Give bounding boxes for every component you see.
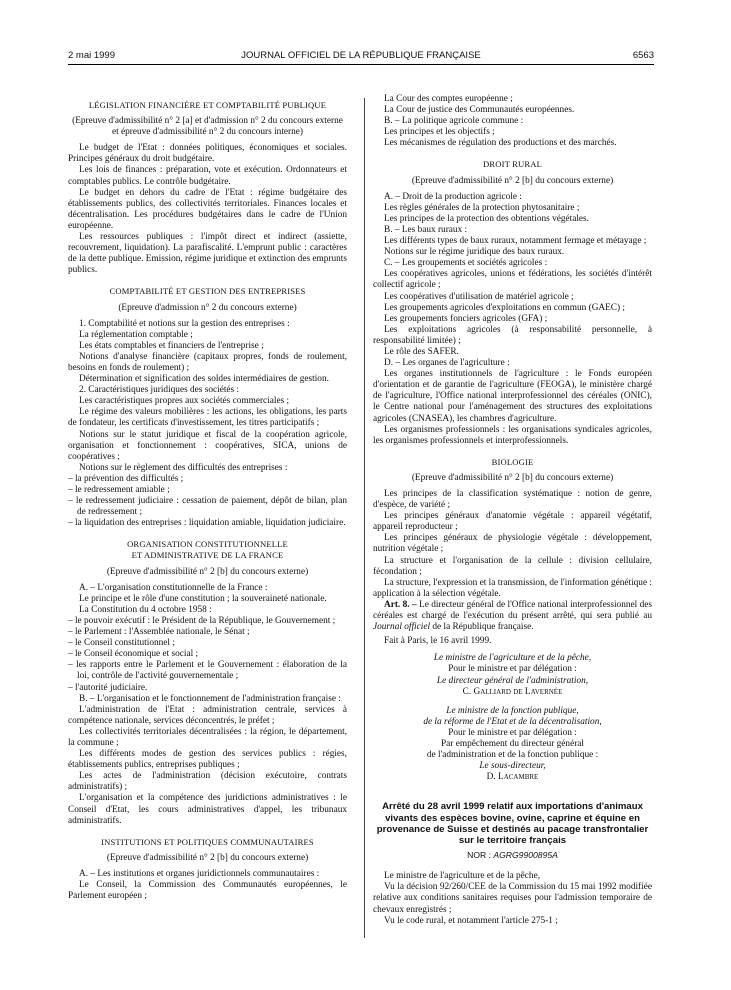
paragraph: Les principes généraux de physiologie végétale : développement, nutrition végétale ;	[373, 533, 652, 555]
article-text: Le directeur général de l'Office national interprofessionnel des céréales est chargé de l'exécution du présent arrêté, qui sera publié au	[373, 599, 652, 622]
section-title: ET ADMINISTRATIVE DE LA FRANCE	[131, 550, 284, 561]
list-item: – l'autorité judiciaire.	[68, 682, 148, 693]
section-title: COMPTABILITÉ ET GESTION DES ENTREPRISES	[109, 286, 306, 297]
paragraph: Vu le code rural, et notamment l'article 275-1 ;	[384, 915, 558, 926]
paragraph: D. – Les organes de l'agriculture :	[384, 358, 510, 369]
signatory-title: Le sous-directeur,	[479, 761, 546, 772]
paragraph: Les groupements fonciers agricoles (GFA) ;	[384, 313, 548, 324]
header-rule	[68, 64, 654, 65]
paragraph: Les principes de la classification systématique : notion de genre, d'espèce, de variété ;	[373, 489, 652, 511]
list-item: – le Parlement : l'Assemblée nationale, le Sénat ;	[68, 627, 250, 638]
signatory-title: Le ministre de l'agriculture et de la pêche,	[433, 653, 592, 664]
article-8	[373, 600, 652, 633]
paragraph: Les coopératives agricoles, unions et fédérations, les sociétés d'intérêt collectif agricole ;	[373, 269, 652, 291]
list-item: – la liquidation des entreprises : liquidation amiable, liquidation judiciaire.	[68, 518, 346, 529]
paragraph: Notions sur le régime juridique des baux ruraux.	[384, 247, 565, 258]
paragraph: Notions sur le statut juridique et fiscal de la coopération agricole, organisation et fonctionnement : coopératives, SICA, unions de coopératives ;	[68, 429, 347, 462]
paragraph: B. – Les baux ruraux :	[384, 224, 468, 235]
section-subtitle: (Epreuve d'admission n° 2 du concours externe)	[118, 302, 297, 313]
signatory-name: C. Galliard de Lavernée	[462, 686, 563, 697]
paragraph: C. – Les groupements et sociétés agricoles :	[384, 258, 548, 269]
left-column	[68, 94, 347, 902]
paragraph: Les différents types de baux ruraux, notamment fermage et métayage ;	[384, 236, 647, 247]
paragraph: Les groupements agricoles d'exploitations en commun (GAEC) ;	[384, 302, 626, 313]
paragraph: Notions sur le règlement des difficultés des entreprises :	[79, 462, 288, 473]
paragraph: Les ressources publiques : l'impôt direct et indirect (assiette, recouvrement, liquidation). La parafiscalité. L'emprunt public : caractères de la dette publique. Emission, régime juridique et extinction des emprunts publics.	[68, 232, 347, 276]
nor-reference	[373, 850, 652, 861]
paragraph: Détermination et signification des soldes intermédiaires de gestion.	[79, 374, 329, 385]
delegation-line: Pour le ministre et par délégation :	[448, 664, 577, 675]
paragraph: Le rôle des SAFER.	[384, 346, 459, 357]
section-title: ORGANISATION CONSTITUTIONNELLE	[127, 539, 288, 550]
arrete-title: Arrêté du 28 avril 1999 relatif aux importations d'animaux vivants des espèces bovine, ovine, caprine et équine en provenance de Suisse et destinés au pacage transfrontalier sur le territoire français	[376, 801, 649, 846]
paragraph: Le principe et le rôle d'une constitution ; la souveraineté nationale.	[79, 593, 327, 604]
paragraph: Les mécanismes de régulation des productions et des marchés.	[384, 138, 617, 149]
page-header	[68, 50, 654, 64]
column-separator	[364, 98, 365, 938]
paragraph: B. – La politique agricole commune :	[384, 116, 524, 127]
paragraph: Vu la décision 92/260/CEE de la Commission du 15 mai 1992 modifiée relative aux conditions sanitaires requises pour l'admission temporaire de chevaux enregistrés ;	[373, 882, 652, 915]
paragraph: Les règles générales de la protection phytosanitaire ;	[384, 202, 580, 213]
page-number: 6563	[632, 50, 654, 61]
paragraph: Les actes de l'administration (décision exécutoire, contrats administratifs) ;	[68, 771, 347, 793]
paragraph: Le ministre de l'agriculture et de la pêche,	[384, 871, 541, 882]
paragraph: Les caractéristiques propres aux sociétés commerciales ;	[79, 396, 290, 407]
paragraph: La structure et l'organisation de la cellule : division cellulaire, fécondation ;	[373, 555, 652, 577]
journal-title: JOURNAL OFFICIEL DE LA RÉPUBLIQUE FRANÇAISE	[241, 50, 481, 61]
section-title: INSTITUTIONS ET POLITIQUES COMMUNAUTAIRES	[101, 836, 314, 847]
paragraph: A. – Droit de la production agricole :	[384, 191, 522, 202]
nor-label: NOR :	[467, 850, 494, 861]
paragraph: Les collectivités territoriales décentralisées : la région, le département, la commune ;	[68, 726, 347, 748]
list-item: – les rapports entre le Parlement et le Gouvernement : élaboration de la loi, contrôle de l'activité gouvernementale ;	[68, 660, 347, 682]
paragraph: 2. Caractéristiques juridiques des sociétés :	[79, 385, 240, 396]
delegation-line: Pour le ministre et par délégation :	[448, 727, 577, 738]
paragraph: Les différents modes de gestion des services publics : régies, établissements publics, entreprises publiques ;	[68, 749, 347, 771]
signatory-title: Le ministre de la fonction publique,	[446, 705, 579, 716]
list-item: – le pouvoir exécutif : le Président de la République, le Gouvernement ;	[68, 615, 336, 626]
article-text-end: de la République française.	[430, 622, 534, 633]
journal-reference: Journal officiel	[373, 622, 431, 633]
list-item: – le Conseil économique et social ;	[68, 649, 199, 660]
nor-code: AGRG9900895A	[493, 850, 558, 861]
paragraph: Les principes de la protection des obtentions végétales.	[384, 213, 589, 224]
paragraph: Les principes généraux d'anatomie végétale : appareil végétatif, appareil reproducteur ;	[373, 511, 652, 533]
section-title: LÉGISLATION FINANCIÈRE ET COMPTABILITÉ PUBLIQUE	[88, 100, 327, 110]
paragraph: La Cour de justice des Communautés européennes.	[384, 105, 575, 116]
paragraph: L'administration de l'Etat : administration centrale, services à compétence nationale, services déconcentrés, le préfet ;	[68, 704, 347, 726]
paragraph: B. – L'organisation et le fonctionnement de l'administration française :	[79, 693, 341, 704]
signatory-title: de la réforme de l'Etat et de la décentralisation,	[423, 716, 602, 727]
paragraph: La réglementation comptable ;	[79, 329, 193, 340]
list-item: – le redressement judiciaire : cessation de paiement, dépôt de bilan, plan de redressement ;	[68, 496, 347, 518]
paragraph: La Cour des comptes européenne ;	[384, 94, 513, 104]
paragraph: La structure, l'expression et la transmission, de l'information génétique : application à la sélection végétale.	[373, 577, 652, 599]
paragraph: Le Conseil, la Commission des Communautés européennes, le Parlement européen ;	[68, 880, 347, 902]
paragraph: Notions d'analyse financière (capitaux propres, fonds de roulement, besoins en fonds de roulement) ;	[68, 351, 347, 373]
paragraph: 1. Comptabilité et notions sur la gestion des entreprises :	[79, 318, 290, 329]
delegation-line: Par empêchement du directeur général	[441, 738, 584, 749]
paragraph: Les états comptables et financiers de l'entreprise ;	[79, 340, 264, 351]
section-title: BIOLOGIE	[491, 456, 534, 467]
section-subtitle: (Epreuve d'admissibilité n° 2 [b] du concours externe)	[411, 472, 614, 483]
section-subtitle: (Epreuve d'admissibilité n° 2 [b] du concours externe)	[106, 852, 309, 863]
section-subtitle: (Epreuve d'admissibilité n° 2 [a] et d'admission n° 2 du concours externe et épreuve d'admissibilité n° 2 du concours interne)	[72, 116, 343, 138]
list-item: – le redressement amiable ;	[68, 485, 170, 495]
paragraph: A. – L'organisation constitutionnelle de la France :	[79, 582, 268, 593]
article-label: Art. 8. –	[384, 599, 417, 610]
paragraph: A. – Les institutions et organes juridictionnels communautaires :	[79, 868, 320, 879]
paragraph: Les exploitations agricoles (à responsabilité personnelle, à responsabilité limitée) ;	[373, 324, 652, 346]
list-item: – le Conseil constitutionnel ;	[68, 638, 175, 649]
paragraph: Les principes et les objectifs ;	[384, 127, 495, 138]
paragraph: Le budget de l'Etat : données politiques, économiques et sociales. Principes généraux du droit budgétaire.	[68, 143, 347, 165]
paragraph: Les lois de finances : préparation, vote et exécution. Ordonnateurs et comptables publics. Le contrôle budgétaire.	[68, 165, 347, 187]
paragraph: La Constitution du 4 octobre 1958 :	[79, 604, 212, 615]
signing-place-date: Fait à Paris, le 16 avril 1999.	[384, 636, 492, 647]
paragraph: Les organismes professionnels : les organisations syndicales agricoles, les organismes professionnels et interprofessionnels.	[373, 424, 652, 446]
paragraph: L'organisation et la compétence des juridictions administratives : le Conseil d'Etat, les cours administratives d'appel, les tribunaux administratifs.	[68, 793, 347, 826]
paragraph: Les coopératives d'utilisation de matériel agricole ;	[384, 291, 574, 302]
paragraph: Le régime des valeurs mobilières : les actions, les obligations, les parts de fondateur, les certificats d'investissement, les titres participatifs ;	[68, 407, 347, 429]
section-title: DROIT RURAL	[482, 159, 543, 170]
paragraph: Les organes institutionnels de l'agriculture : le Fonds européen d'orientation et de garantie de l'agriculture (FEOGA), le ministère chargé de l'agriculture, l'Office national interprofessionnel des céréales (ONIC), le Centre national pour l'aménagement des structures des exploitations agricoles (CNASEA), les chambres d'agriculture.	[373, 369, 652, 424]
signatory-name: D. Lacambre	[486, 772, 539, 783]
right-column	[373, 94, 652, 927]
section-subtitle: (Epreuve d'admissibilité n° 2 [b] du concours externe)	[106, 566, 309, 577]
paragraph: Le budget en dehors du cadre de l'Etat : régime budgétaire des établissements publics, des collectivités territoriales. Finances locales et décentralisation. Les procédures budgétaires dans le cadre de l'Union européenne.	[68, 187, 347, 231]
delegation-line: de l'administration et de la fonction publique :	[426, 750, 599, 761]
signatory-title: Le directeur général de l'administration,	[436, 675, 589, 686]
list-item: – la prévention des difficultés ;	[68, 473, 184, 484]
issue-date: 2 mai 1999	[68, 50, 116, 61]
section-subtitle: (Epreuve d'admissibilité n° 2 [b] du concours externe)	[411, 175, 614, 186]
